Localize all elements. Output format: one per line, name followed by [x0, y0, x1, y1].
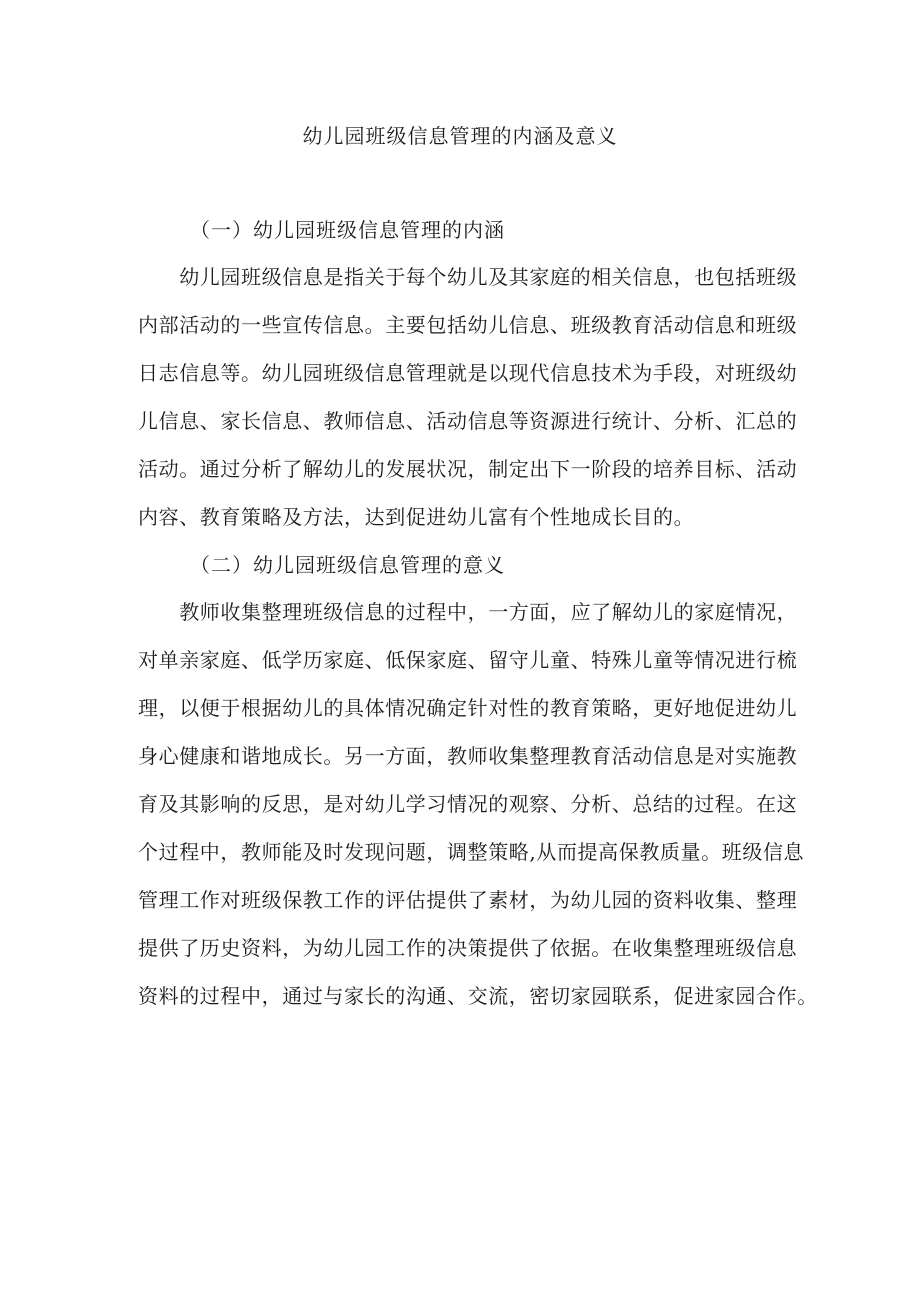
paragraph-1-line-4: 儿信息、家长信息、教师信息、活动信息等资源进行统计、分析、汇总的: [138, 409, 798, 433]
paragraph-2-line-3: 理，以便于根据幼儿的具体情况确定针对性的教育策略，更好地促进幼儿: [138, 696, 798, 720]
paragraph-2-line-9: 资料的过程中，通过与家长的沟通、交流，密切家园联系，促进家园合作。: [138, 984, 818, 1008]
paragraph-2-line-2: 对单亲家庭、低学历家庭、低保家庭、留守儿童、特殊儿童等情况进行梳: [138, 648, 798, 672]
document-title: 幼儿园班级信息管理的内涵及意义: [302, 124, 618, 148]
paragraph-2-line-8: 提供了历史资料，为幼儿园工作的决策提供了依据。在收集整理班级信息: [138, 936, 798, 960]
paragraph-1-line-5: 活动。通过分析了解幼儿的发展状况，制定出下一阶段的培养目标、活动: [138, 457, 798, 481]
paragraph-1-line-1: 幼儿园班级信息是指关于每个幼儿及其家庭的相关信息，也包括班级: [138, 265, 798, 289]
paragraph-1-line-2: 内部活动的一些宣传信息。主要包括幼儿信息、班级教育活动信息和班级: [138, 313, 798, 337]
paragraph-2-line-7: 管理工作对班级保教工作的评估提供了素材，为幼儿园的资料收集、整理: [138, 888, 798, 912]
paragraph-1-line-3: 日志信息等。幼儿园班级信息管理就是以现代信息技术为手段，对班级幼: [138, 361, 798, 385]
section-heading-2: （二）幼儿园班级信息管理的意义: [190, 553, 505, 577]
paragraph-1-line-6: 内容、教育策略及方法，达到促进幼儿富有个性地成长目的。: [138, 505, 695, 529]
paragraph-2-line-1: 教师收集整理班级信息的过程中，一方面，应了解幼儿的家庭情况，: [138, 600, 798, 624]
paragraph-2-line-5: 育及其影响的反思，是对幼儿学习情况的观察、分析、总结的过程。在这: [138, 792, 798, 816]
section-heading-1: （一）幼儿园班级信息管理的内涵: [190, 218, 505, 242]
paragraph-2-line-6: 个过程中，教师能及时发现问题，调整策略,从而提高保教质量。班级信息: [138, 840, 805, 864]
paragraph-2-line-4: 身心健康和谐地成长。另一方面，教师收集整理教育活动信息是对实施教: [138, 744, 798, 768]
